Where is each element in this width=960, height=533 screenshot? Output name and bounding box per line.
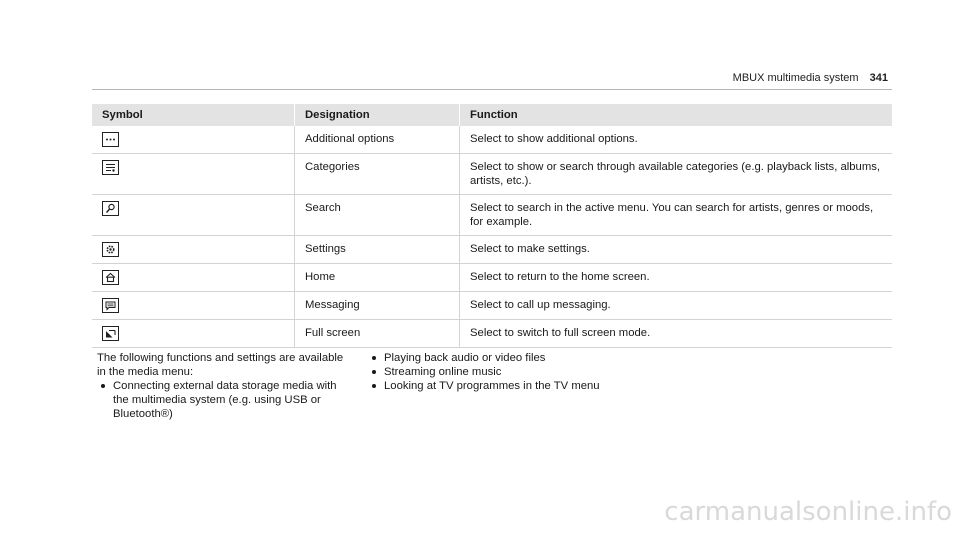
watermark: carmanualsonline.info <box>664 497 952 527</box>
designation-cell: Messaging <box>295 292 460 320</box>
function-cell: Select to return to the home screen. <box>460 264 893 292</box>
function-cell: Select to show or search through available categories (e.g. playback lists, albums, artists, etc.). <box>460 154 893 195</box>
table-row <box>92 126 892 154</box>
categories-icon <box>102 160 119 175</box>
settings-icon <box>102 242 119 257</box>
function-cell: Select to make settings. <box>460 236 893 264</box>
designation-cell: Settings <box>295 236 460 264</box>
table-row <box>92 236 892 264</box>
search-icon <box>102 201 119 216</box>
list-item: Connecting external data storage media with the multimedia system (e.g. using USB or Bluetooth®) <box>97 379 347 421</box>
designation-cell: Search <box>295 195 460 236</box>
function-cell: Select to switch to full screen mode. <box>460 320 893 348</box>
table-row <box>92 264 892 292</box>
symbol-cell <box>92 154 295 195</box>
table-row <box>92 292 892 320</box>
page-number: 341 <box>869 72 888 84</box>
page-header <box>733 72 888 84</box>
symbol-cell <box>92 264 295 292</box>
column-header-symbol: Symbol <box>92 104 295 126</box>
media-menu-features-block <box>368 351 648 393</box>
designation-cell: Home <box>295 264 460 292</box>
messaging-icon <box>102 298 119 313</box>
table-row <box>92 320 892 348</box>
section-title: MBUX multimedia system <box>732 72 859 84</box>
symbol-table <box>92 104 892 348</box>
list-item: Playing back audio or video files <box>368 351 648 365</box>
list-item: Looking at TV programmes in the TV menu <box>368 379 648 393</box>
designation-cell: Additional options <box>295 126 460 154</box>
symbol-cell <box>92 320 295 348</box>
feature-list-right <box>368 351 648 393</box>
more-options-icon <box>102 132 119 147</box>
designation-cell: Categories <box>295 154 460 195</box>
list-item: Streaming online music <box>368 365 648 379</box>
column-header-designation: Designation <box>295 104 460 126</box>
symbol-cell <box>92 195 295 236</box>
media-menu-intro-block <box>97 351 347 421</box>
home-icon <box>102 270 119 285</box>
intro-paragraph: The following functions and settings are available in the media menu: <box>97 352 344 378</box>
header-divider <box>92 89 892 90</box>
function-cell: Select to show additional options. <box>460 126 893 154</box>
column-header-function: Function <box>460 104 893 126</box>
table-row <box>92 195 892 236</box>
function-cell: Select to search in the active menu. You can search for artists, genres or moods, for example. <box>460 195 893 236</box>
table-header-row <box>92 104 892 126</box>
table-row <box>92 154 892 195</box>
feature-list-left <box>97 379 347 421</box>
designation-cell: Full screen <box>295 320 460 348</box>
symbol-cell <box>92 126 295 154</box>
symbol-cell <box>92 292 295 320</box>
function-cell: Select to call up messaging. <box>460 292 893 320</box>
full-screen-icon <box>102 326 119 341</box>
symbol-cell <box>92 236 295 264</box>
